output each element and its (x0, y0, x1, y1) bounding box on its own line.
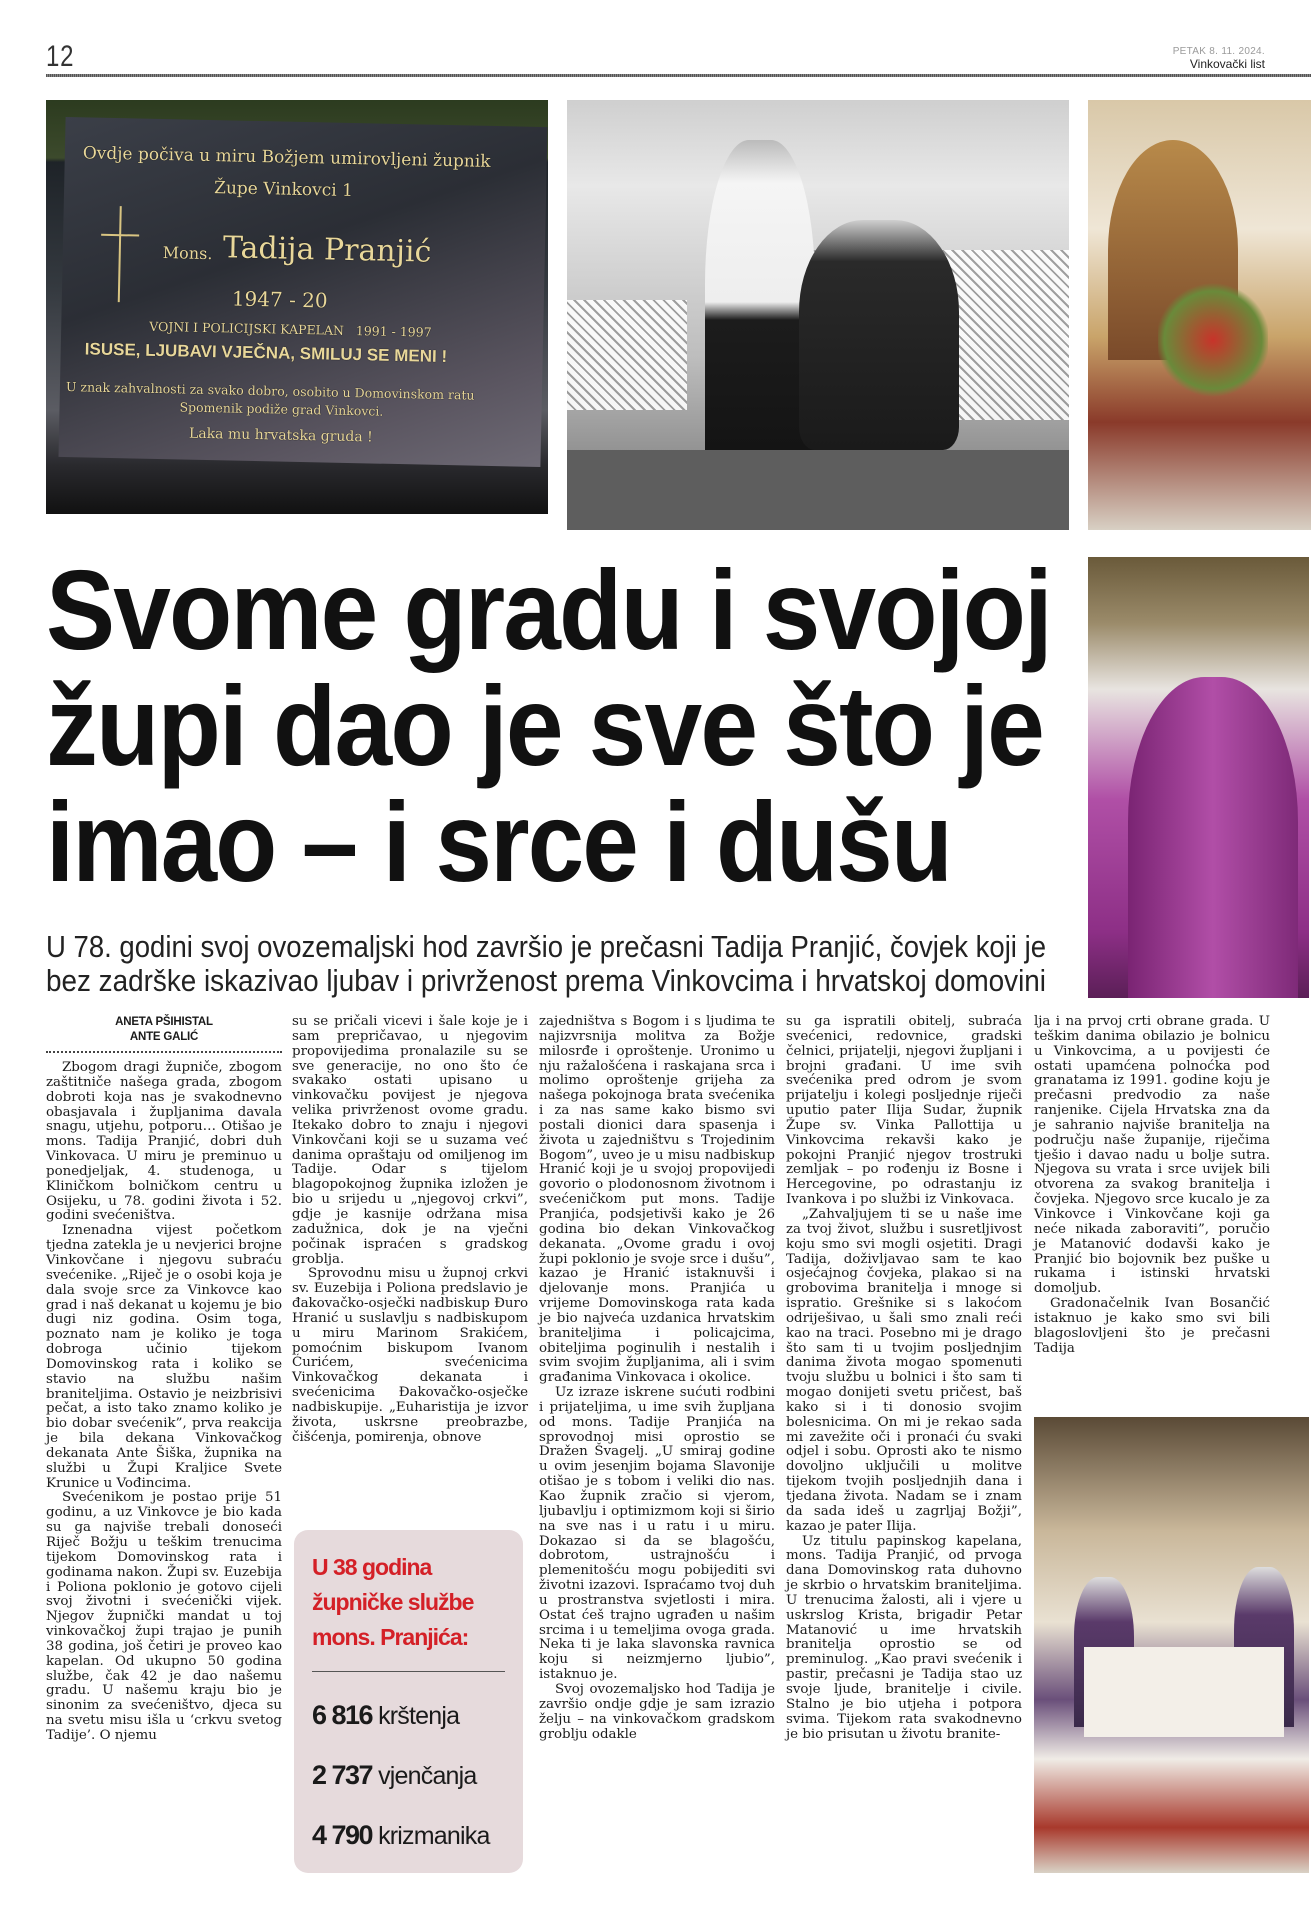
headline-line: župi dao je sve što je (46, 663, 1043, 789)
gazebo-floor (567, 450, 1069, 530)
paragraph: lja i na prvoj crti obrane grada. U teškim danima obilazio je bolnicu u Vinkovcima, a u povijesti će ostati upamćena polnoćka pod granatama iz 1991. godine koju je prečasni predvodio za naše ranjenike. Cijela Hrvatska zna da je sahranio najviše branitelja na području naše županije, riječima tješio i davao nadu u bolje sutra. Njegova su vrata i srce uvijek bili otvorena za svakog branitelja i čovjeka. Njegovo srce kucalo je za Vinkovce i Vinkovčane koji ga neće nikada zaboraviti”, poručio je Matanović dodavši kako je Pranjić bio bojovnik bez puške u rukama i istinski hrvatski domoljub. (1034, 1014, 1270, 1297)
paragraph: Zbogom dragi župniče, zbogom zaštitniče našega grada, zbogom dobroti koja nas je svakodnevno obasjavala i župljanima davala snagu, utjehu, potporu… Otišao je mons. Tadija Pranjić, dobri duh Vinkovaca. U miru je preminuo u ponedjeljak, 4. studenoga, u Kliničkom bolničkom centru u Osijeku, u 78. godini života i 52. godini svećeništva. (46, 1060, 282, 1224)
paragraph: Uz izraze iskrene sućuti rodbini i prijateljima, u ime svih župljana od mons. Tadije Pranjića na sprovodnoj misi oprostio se Dražen Švagelj. „U smiraj godine u ovim jesenjim bojama Slavonije otišao je s tobom i veliki dio nas. Kao župnik zračio si vjerom, ljubavlju i optimizmom koji si širio na sve nas i u ratu i u miru. Dokazao si da se blagošću, dobrotom, ustrajnošću i plemenitošću mogu pobijediti svi životni izazovi. Ispraćamo tvoj duh u prostranstva svjetlosti i mira. Ostat ćeš trajno ugrađen u našim srcima i u temeljima ovoga grada. Neka ti je laka slavonska ravnica koju si neizmjerno ljubio”, istaknuo je. (539, 1385, 775, 1683)
seated-priest (799, 220, 959, 450)
plaque-line2: Župe Vinkovci 1 (213, 178, 354, 202)
article-column-1 (46, 1015, 282, 1744)
author-name: ANTE GALIĆ (129, 1031, 199, 1043)
paragraph: Iznenadna vijest početkom tjedna zatekla je u nevjerici brojne Vinkovčane i njegovu subraću svećenike. „Riječ je o osobi koja je dala svoje srce za Vinkovce kao grad i naš dekanat u kojemu je bio dugi niz godina. Osim toga, poznato nam je koliko je toga dobroga učinio tijekom Domovinskog rata i koliko se stavio na službu našim braniteljima. Ostavio je neizbrisivi pečat, a isto tako znamo koliko je bio dobar svećenik”, prva reakcija je bila dekana Vinkovačkog dekanata Ante Šiška, župnika na službi u Župi Kraljice Svete Krunice u Vođincima. (46, 1223, 282, 1491)
subheadline-line: bez zadrške iskazivao ljubav i privrženost prema Vinkovcima i hrvatskoj domovini (46, 963, 1046, 998)
stat-weddings (312, 1746, 505, 1806)
gazebo-lattice (567, 300, 687, 410)
article-column-4 (786, 1015, 1022, 1742)
plaque-years: 1947 - 20 (231, 286, 328, 313)
infobox-title-line: U 38 godina (312, 1554, 432, 1580)
plaque-thanks1: U znak zahvalnosti za svako dobro, osobito u Domovinskom ratu (65, 379, 475, 403)
stat-value: 4 790 (312, 1820, 373, 1850)
plaque-line1: Ovdje počiva u miru Božjem umirovljeni župnik (82, 143, 491, 172)
plaque-prayer: ISUSE, LJUBAVI VJEČNA, SMILUJ SE MENI ! (84, 339, 448, 367)
paragraph: Sprovodnu misu u župnoj crkvi sv. Euzebija i Poliona predslavio je đakovačko-osječki nadbiskup Đuro Hranić u suslavlju s nadbiskupom u miru Marinom Srakićem, pomoćnim biskupom Ivanom Ćurićem, svećenicima Vinkovačkog dekanata i svećenicima Đakovačko-osječke nadbiskupije. „Euharistija je izvor života, uskrsne preobrazbe, čišćenja, pomirenja, obnove (292, 1266, 529, 1445)
priest-with-man-photo (567, 100, 1069, 530)
plaque-name: Tadija Pranjić (222, 230, 432, 270)
byline (46, 1015, 282, 1053)
paragraph: zajedništva s Bogom i s ljudima te najizvrsnija molitva za Božje milosrđe i oproštenje. Uronimo u nju ražalošćena i raskajana srca i molimo oproštenje grijeha za našega pokojnoga brata svećenika i za nas same kako bismo svi postali dionici dara spasenja i života u zajedništvu s Trojedinim Bogom”, uveo je u misu nadbiskup Hranić koji je u svojoj propovijedi govorio o plodonosnom životnom i svećeničkom put mons. Tadije Pranjića, podsjetivši kako je 26 godina bio dekan Vinkovačkog dekanata. „Ovome gradu i ovoj župi poklonio je svoje srce i dušu”, kazao je Hranić istaknuvši i djelovanje mons. Pranjića u vrijeme Domovinskoga rata kada je bio najveća uzdanica hrvatskim braniteljima i policajcima, obiteljima poginulih i nestalih i svim svojim župljanima, ali i svim građanima Vinkovaca i okolice. (539, 1014, 775, 1386)
article-column-5 (1034, 1015, 1270, 1356)
plaque-stone (58, 117, 547, 467)
stat-label: krizmanika (378, 1822, 490, 1850)
plaque-thanks2: Spomenik podiže grad Vinkovci. (179, 399, 384, 419)
infobox-divider (312, 1671, 505, 1672)
paper-name: Vinkovački list (1189, 57, 1265, 71)
infobox-title-line: mons. Pranjića: (312, 1624, 469, 1650)
paragraph: Svoj ovozemaljsko hod Tadija je završio ondje gdje je sam izrazio želju – na vinkovačkom gradskom groblju odakle (539, 1681, 775, 1742)
plaque-farewell: Laka mu hrvatska gruda ! (188, 425, 373, 446)
article-column-3 (539, 1015, 775, 1742)
plaque-title: Mons. (162, 243, 213, 264)
stat-label: krštenja (378, 1702, 460, 1730)
author-name: ANETA PŠIHISTAL (115, 1016, 213, 1028)
article-subheadline (46, 930, 1172, 998)
article-headline (46, 547, 1143, 905)
paragraph: Gradonačelnik Ivan Bosančić istaknuo je kako smo svi bili blagoslovljeni što je prečasni Tadija (1034, 1296, 1270, 1356)
headline-line: imao – i srce i dušu (46, 779, 951, 905)
paragraph: Uz titulu papinskog kapelana, mons. Tadija Pranjić, od prvoga dana Domovinskog rata duhovno je skrbio o hrvatskim braniteljima. U trenucima žalosti, ali i vjere u uskrslog Krista, brigadir Petar Matanović u ime hrvatskih branitelja oprostio se od preminulog. „Kao pravi svećenik i pastir, prečasni je Tadija stao uz svoje ljude, branitelje i civile. Stalno je bio utjeha i potpora svima. Tijekom rata svakodnevno je bio prisutan u životu branite- (786, 1533, 1022, 1742)
stat-label: vjenčanja (378, 1762, 477, 1790)
headline-line: Svome gradu i svojoj (46, 547, 1051, 673)
stat-value: 2 737 (312, 1760, 373, 1790)
masthead-info (1173, 46, 1265, 71)
funeral-mass-photo (1034, 1417, 1309, 1873)
memorial-plaque-photo (46, 100, 548, 514)
paragraph: su ga ispratili obitelj, subraća svećenici, redovnice, gradski čelnici, prijatelji, njegovi župljani i brojni građani. U ime svih svećenika pred odrom je svom prijatelju i kolegi posljednje riječi uputio pater Ilija Sudar, župnik Župe sv. Vinka Pallottija u Vinkovcima rekavši kako je pokojni Pranjić njegov trostruki zemljak – po rođenju iz Bosne i Hercegovine, po odrastanju iz Ivankova i po službi iz Vinkovaca. (786, 1014, 1022, 1208)
infobox-title-line: župničke službe (312, 1589, 474, 1615)
paragraph: su se pričali vicevi i šale koje je i sam prepričavao, u njegovim propovijedima pronalazile su se sve generacije, no ono što će svakako ostati upisano u vinkovačku povijest je njegova velika privrženost ovome gradu. Itekako dobro to znaju i njegovi Vinkovčani koji se u suzama već danima opraštaju od omiljenog im Tadije. Odar s tijelom blagopokojnog župnika izložen je bio u srijedu u „njegovoj crkvi”, gdje je kasnije održana misa zadužnica, dok je na vječni počinak ispraćen s gradskog groblja. (292, 1014, 528, 1267)
stat-baptisms (312, 1686, 505, 1746)
paragraph: „Zahvaljujem ti se u naše ime za tvoj život, službu i susretljivost koju smo svi mogli osjetiti. Dragi Tadija, doživljavao sam te kao osjećajnog čovjeka, plakao si na grobovima branitelja i mnoge si ispratio. Grešnike si s lakoćom odriješivao, u šali smo znali reći kao na traci. Posebno mi je drago što sam ti u tvojim posljednjim danima života mogao spomenuti tvoju službu u bolnici i što sam ti mogao donijeti svetu pričest, baš kako si i ti donosio svojim bolesnicima. On mi je rekao sada mi zavežite oči i pronaći ću svaki odjel i sobu. Oprosti ako te nismo dovoljno uključili u molitve tijekom tvojih posljednjih dana i tjedana života. Nadam se i znam da sada ideš u zagrljaj Božji”, kazao je pater Ilija. (786, 1206, 1022, 1534)
paragraph: Svećenikom je postao prije 51 godinu, a uz Vinkovce je bio kada su ga najviše trebali donoseći Riječ Božju u teškim trenucima tijekom Domovinskog rata i godinama nakon. Župi sv. Euzebija i Poliona poklonio je gotovo cijeli svoj životni i svećenički vijek. Njegov župnički mandat u toj vinkovačkoj župi trajao je punih 38 godina, još četiri je proveo kao kapelan. Od ukupno 50 godina službe, čak 42 je dao našemu gradu. U našemu kraju bio je sinonim za svećeništvo, djeca su na svetu misu išla u ‘crkvu svetog Tadije’. O njemu (46, 1490, 282, 1743)
article-column-2 (292, 1015, 528, 1445)
plaque-role: VOJNI I POLICIJSKI KAPELAN 1991 - 1997 (149, 318, 432, 340)
issue-date: PETAK 8. 11. 2024. (1172, 46, 1265, 57)
church-altar-photo (1088, 100, 1311, 530)
altar-table (1084, 1647, 1284, 1737)
page-number: 12 (46, 40, 75, 73)
stat-value: 6 816 (312, 1700, 373, 1730)
infobox-title (312, 1550, 505, 1655)
cross-icon (118, 206, 122, 302)
header-rule (46, 74, 1311, 77)
stat-confirmations (312, 1806, 505, 1866)
flower-wreath (1158, 280, 1268, 400)
stats-infobox (294, 1530, 523, 1873)
subheadline-line: U 78. godini svoj ovozemaljski hod završio je prečasni Tadija Pranjić, čovjek koji je (46, 929, 1046, 964)
